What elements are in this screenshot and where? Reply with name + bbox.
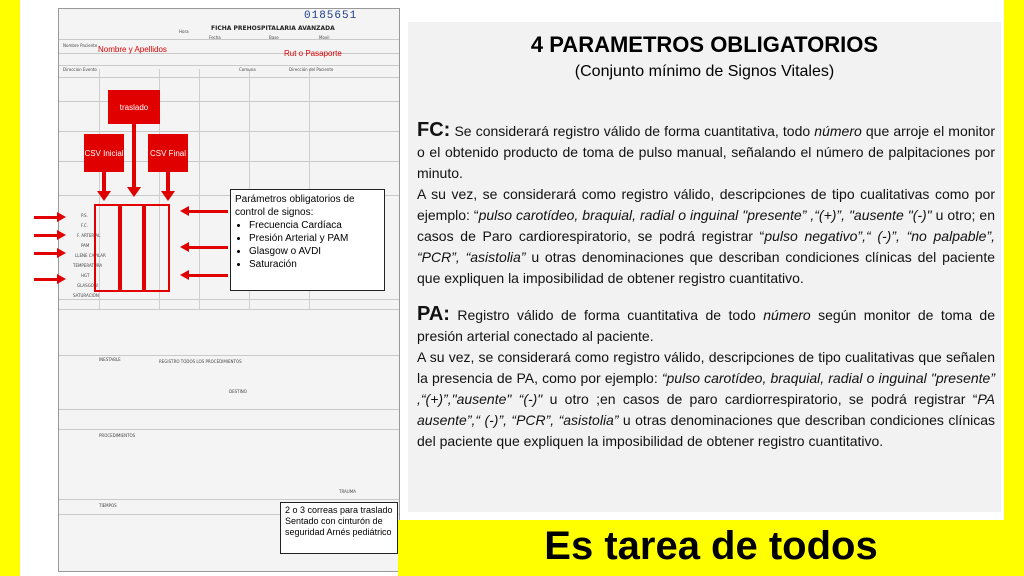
vital-fc: F.C. [81, 223, 88, 228]
annotation-traslado: traslado [108, 90, 160, 124]
pa-emphasis: número [763, 307, 811, 323]
fc-text: A su vez, se considerará como registro válido, descripciones de tipo cualitativas como por ejemplo: “ [417, 186, 995, 223]
pa-emphasis: PA ausente”,“ (-)”, “PCR”, “asistolia” [417, 391, 995, 428]
form-serial-number: 0185651 [304, 10, 358, 22]
form-label-direccion: Direccion Evento [63, 67, 97, 72]
pa-text: A su vez, se considerará como registro válido, descripciones de tipo cualitativas que señalen la presencia de PA, como por ejemplo: [417, 349, 995, 386]
left-yellow-bar [0, 0, 20, 576]
pa-emphasis: “pulso carotídeo, braquial, radial o inguinal "presente” ,“(+)”,"ausente" “(-)" [417, 370, 995, 407]
callout-item: • Presión Arterial y PAM [249, 232, 380, 245]
annotation-csv-inicial: CSV Inicial [84, 134, 124, 172]
section-procedimientos: PROCEDIMIENTOS [99, 433, 136, 438]
fc-text: u otras denominaciones que describan condiciones clínicas del paciente que expliquen la imposibilidad de obtener registro cuantitativo. [417, 249, 995, 286]
arrow-right-2 [188, 246, 228, 249]
highlight-col-2 [120, 204, 144, 292]
callout-correas [280, 502, 398, 554]
fc-text: u otro; en casos de Paro cardiorespiratorio, se podrá registrar “ [417, 207, 996, 244]
pa-text: u otras denominaciones que describan condiciones clínicas del paciente que expliquen la imposibilidad de obtener registro cuantitativo. [417, 412, 996, 449]
callout-parametros-list [235, 219, 380, 271]
annotation-nombre: Nombre y Apellidos [98, 45, 167, 54]
fc-emphasis: pulso negativo”,“ (-)”, “no palpable”, “PCR”, “asistolia” [417, 228, 996, 265]
section-trauma: TRAUMA [339, 489, 356, 494]
vital-fa: F. ARTERIAL [77, 233, 101, 238]
arrow-csv-final [166, 172, 170, 192]
section-tiempos: TIEMPOS [99, 503, 117, 508]
form-label-fecha: Fecha [209, 35, 221, 40]
panel-body [417, 120, 995, 452]
annotation-csv-final: CSV Final [148, 134, 188, 172]
callout-correas-text: 2 o 3 correas para traslado Sentado con cinturón de seguridad Arnés pediátrico [285, 505, 393, 537]
fc-paragraph-2 [417, 184, 995, 289]
arrow-right-1 [188, 210, 228, 213]
pa-text: Registro válido de forma cuantitativa de todo [449, 307, 764, 323]
form-label-comuna: Comuna [239, 67, 256, 72]
pa-text: según monitor de toma de presión arterial conectado al paciente. [417, 307, 995, 344]
pa-text: u otro ;en casos de paro cardiorrespiratorio, se podrá registrar “ [542, 391, 978, 407]
fc-text: que arroje el monitor o el obtenido producto de toma de pulso manual, señalando el número de palpitaciones por minuto. [417, 123, 995, 181]
panel-subtitle: (Conjunto mínimo de Signos Vitales) [574, 63, 835, 80]
form-label-hora: Hora [179, 29, 189, 34]
callout-parametros-title: Parámetros obligatorios de control de signos: [235, 194, 355, 218]
vital-glasgow: GLASGOW [77, 283, 98, 288]
callout-item: • Saturación [249, 258, 380, 271]
vital-llene: LLENE CAPILAR [75, 253, 106, 258]
section-registro: REGISTRO TODOS LOS PROCEDIMIENTOS [159, 359, 242, 364]
arrow-traslado [132, 124, 136, 188]
vital-ps: P.S. [81, 213, 88, 218]
arrow-left-1 [34, 216, 58, 219]
arrow-csv-inicial [102, 172, 106, 192]
callout-parametros [230, 189, 385, 291]
fc-emphasis: pulso carotídeo, braquial, radial o inguinal "presente” ,“(+)”, "ausente "(-)" [478, 207, 932, 223]
section-destino: DESTINO [229, 389, 247, 394]
arrow-left-4 [34, 278, 58, 281]
pa-paragraph-1 [417, 304, 995, 347]
fc-emphasis: número [814, 123, 862, 139]
highlight-col-final [144, 204, 170, 292]
right-yellow-bar [1004, 0, 1024, 520]
section-inestable: INESTABLE [99, 357, 121, 362]
vital-temp: TEMPERATURA [73, 263, 103, 268]
panel-title: 4 PARAMETROS OBLIGATORIOS [530, 32, 879, 57]
vital-saturacion: SATURACION [73, 293, 99, 298]
pa-label: PA: [417, 303, 450, 325]
form-label-base: Base [269, 35, 279, 40]
callout-item: • Glasgow o AVDI [249, 245, 380, 258]
arrow-left-3 [34, 252, 58, 255]
form-title: FICHA PREHOSPITALARIA AVANZADA [211, 25, 335, 32]
form-label-dir-paciente: Dirección del Paciente [289, 67, 334, 72]
pa-paragraph-2 [417, 347, 995, 452]
fc-text: Se considerará registro válido de forma cuantitativa, todo [450, 123, 815, 139]
arrow-right-3 [188, 274, 228, 277]
parameters-panel [408, 22, 1001, 512]
form-label-movil: Movil [319, 35, 330, 40]
vital-hgt: HGT [81, 273, 90, 278]
fc-label: FC: [417, 119, 451, 141]
vital-pam: PAM [81, 243, 90, 248]
footer-title: Es tarea de todos [398, 520, 1024, 576]
arrow-left-2 [34, 234, 58, 237]
form-label-nombre: Nombre Paciente [63, 43, 98, 48]
callout-item: • Frecuencia Cardíaca [249, 219, 380, 232]
fc-paragraph-1 [417, 120, 995, 184]
highlight-col-inicial [94, 204, 120, 292]
annotation-rut: Rut o Pasaporte [284, 49, 342, 58]
